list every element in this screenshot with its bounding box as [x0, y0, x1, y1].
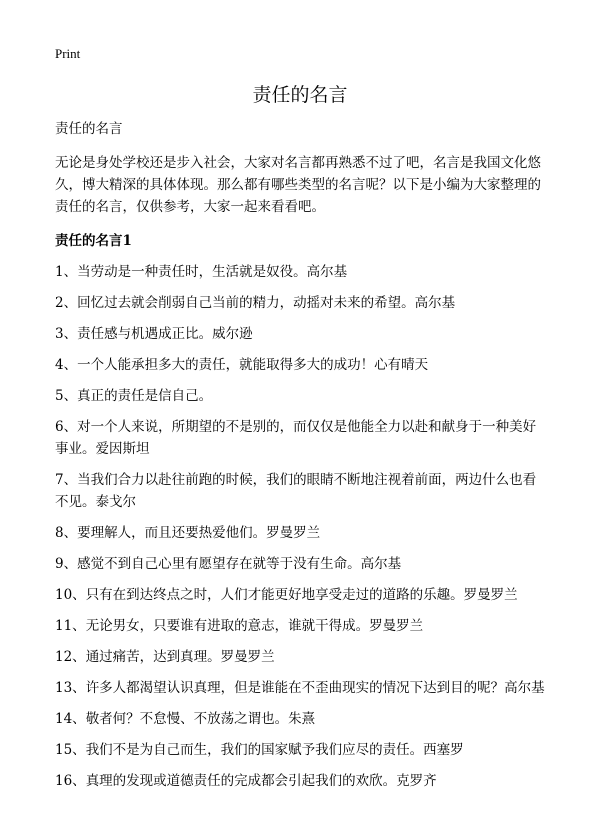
- quote-item: [55, 739, 548, 761]
- quote-text: 感觉不到自己心里有愿望存在就等于没有生命。高尔基: [77, 556, 402, 572]
- quote-text: 当我们合力以赴往前跑的时候，我们的眼睛不断地注视着前面，两边什么也看不见。泰戈尔: [55, 472, 537, 510]
- quote-number: 14、: [55, 711, 86, 727]
- quote-text: 真理的发现或道德责任的完成都会引起我们的欢欣。克罗齐: [85, 773, 437, 789]
- print-link[interactable]: Print: [55, 46, 81, 61]
- quote-item: [55, 354, 548, 376]
- quote-item: [55, 522, 548, 544]
- quote-item: [55, 416, 548, 460]
- quote-number: 1、: [55, 264, 78, 280]
- quote-number: 9、: [55, 556, 78, 572]
- quote-item: [55, 385, 548, 407]
- section-heading: 责任的名言1: [55, 233, 132, 249]
- quote-number: 8、: [55, 525, 78, 541]
- quote-number: 7、: [55, 472, 78, 488]
- quote-text: 一个人能承担多大的责任，就能取得多大的成功！心有晴天: [77, 357, 429, 373]
- quote-number: 2、: [55, 295, 78, 311]
- article-body: [55, 118, 548, 792]
- quote-number: 13、: [55, 680, 86, 696]
- quote-text: 许多人都渴望认识真理，但是谁能在不歪曲现实的情况下达到目的呢？高尔基: [85, 680, 545, 696]
- quote-text: 敬者何？不怠慢、不放荡之谓也。朱熹: [85, 711, 316, 727]
- quote-text: 无论男女，只要谁有进取的意志，谁就干得成。罗曼罗兰: [85, 618, 424, 634]
- quote-item: [55, 553, 548, 575]
- quote-item: [55, 770, 548, 792]
- quote-number: 3、: [55, 326, 78, 342]
- quote-text: 对一个人来说，所期望的不是别的，而仅仅是他能全力以赴和献身于一种美好事业。爱因斯坦: [55, 419, 537, 457]
- quote-number: 6、: [55, 419, 78, 435]
- quote-item: [55, 323, 548, 345]
- quote-list: [55, 261, 548, 792]
- quote-item: [55, 292, 548, 314]
- quote-text: 责任感与机遇成正比。威尔逊: [77, 326, 253, 342]
- quote-item: [55, 646, 548, 668]
- quote-number: 10、: [55, 587, 86, 603]
- quote-item: [55, 469, 548, 513]
- quote-text: 通过痛苦，达到真理。罗曼罗兰: [85, 649, 275, 665]
- quote-text: 当劳动是一种责任时，生活就是奴役。高尔基: [77, 264, 348, 280]
- subtitle-line: 责任的名言: [55, 121, 123, 137]
- quote-number: 16、: [55, 773, 86, 789]
- quote-text: 只有在到达终点之时，人们才能更好地享受走过的道路的乐趣。罗曼罗兰: [85, 587, 518, 603]
- quote-number: 12、: [55, 649, 86, 665]
- quote-number: 15、: [55, 742, 86, 758]
- quote-number: 11、: [55, 618, 86, 634]
- quote-text: 我们不是为自己而生，我们的国家赋予我们应尽的责任。西塞罗: [85, 742, 464, 758]
- quote-text: 回忆过去就会削弱自己当前的精力，动摇对未来的希望。高尔基: [77, 295, 456, 311]
- intro-paragraph: 无论是身处学校还是步入社会，大家对名言都再熟悉不过了吧，名言是我国文化悠久，博大精深的具体体现。那么都有哪些类型的名言呢？以下是小编为大家整理的责任的名言，仅供参考，大家一起来看看吧。: [55, 155, 541, 215]
- quote-item: [55, 584, 548, 606]
- quote-item: [55, 677, 548, 699]
- quote-text: 要理解人，而且还要热爱他们。罗曼罗兰: [77, 525, 321, 541]
- quote-item: [55, 261, 548, 283]
- quote-item: [55, 615, 548, 637]
- quote-text: 真正的责任是信自己。: [77, 388, 213, 404]
- quote-number: 5、: [55, 388, 78, 404]
- quote-number: 4、: [55, 357, 78, 373]
- page-title: 责任的名言: [252, 84, 348, 106]
- quote-item: [55, 708, 548, 730]
